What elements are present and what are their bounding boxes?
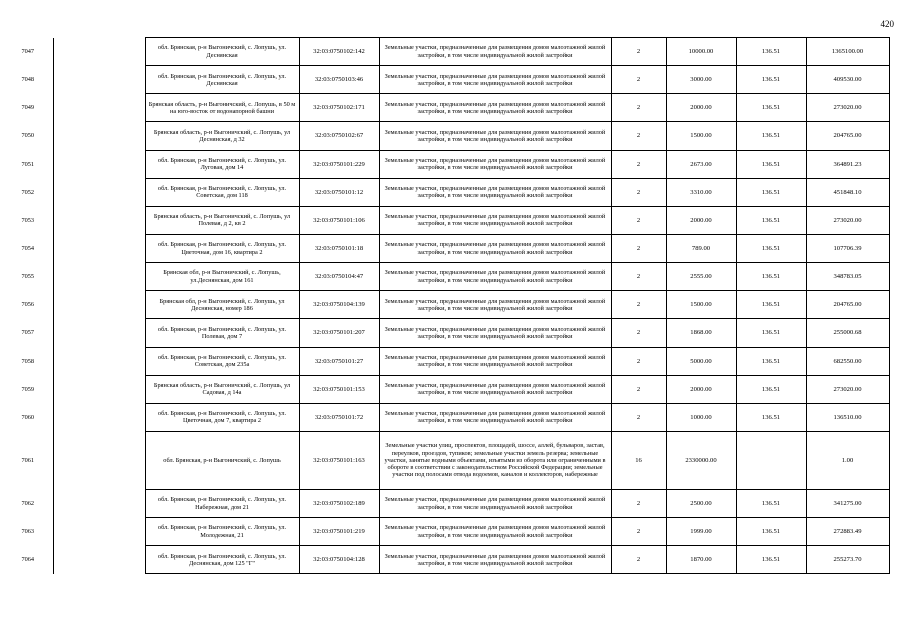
address-cell: Брянская область, р-н Выгоничский, с. Лопушь, ул Садовая, д 14а	[145, 375, 299, 403]
blank-cell	[53, 319, 145, 347]
specific-value-cell: 136.51	[736, 178, 806, 206]
table-row	[3, 546, 889, 574]
address-cell: обл. Брянская, р-н Выгоничский, с. Лопушь, ул. Луговая, дом 14	[145, 150, 299, 178]
address-cell: Брянская область, р-н Выгоничский, с. Лопушь, ул Деснянская, д 32	[145, 122, 299, 150]
cadastral-number-cell: 32:03:0750101:207	[299, 319, 379, 347]
row-number-cell: 7060	[3, 403, 53, 431]
table-row	[3, 263, 889, 291]
cadastral-number-cell: 32:03:0750102:142	[299, 38, 379, 66]
land-use-cell: Земельные участки, предназначенные для размещения домов малоэтажной жилой застройки, в том числе индивидуальной жилой застройки	[379, 546, 611, 574]
area-cell: 1000.00	[666, 403, 736, 431]
specific-value-cell: 136.51	[736, 347, 806, 375]
blank-cell	[53, 347, 145, 375]
group-cell: 2	[611, 38, 666, 66]
land-use-cell: Земельные участки, предназначенные для размещения домов малоэтажной жилой застройки, в том числе индивидуальной жилой застройки	[379, 38, 611, 66]
group-cell: 2	[611, 66, 666, 94]
cadastral-number-cell: 32:03:0750101:12	[299, 178, 379, 206]
group-cell: 2	[611, 291, 666, 319]
blank-cell	[53, 122, 145, 150]
group-cell: 2	[611, 546, 666, 574]
table-row	[3, 403, 889, 431]
group-cell: 2	[611, 234, 666, 262]
land-use-cell: Земельные участки, предназначенные для размещения домов малоэтажной жилой застройки, в том числе индивидуальной жилой застройки	[379, 206, 611, 234]
table-row	[3, 518, 889, 546]
table-row	[3, 431, 889, 489]
address-cell: обл. Брянская, р-н Выгоничский, с. Лопушь, ул. Молодежная, 21	[145, 518, 299, 546]
blank-cell	[53, 546, 145, 574]
address-cell: обл. Брянская, р-н Выгоничский, с. Лопушь, ул. Советская, дом 235а	[145, 347, 299, 375]
cadastral-value-cell: 348783.05	[806, 263, 889, 291]
group-cell: 2	[611, 489, 666, 517]
blank-cell	[53, 206, 145, 234]
address-cell: обл. Брянская, р-н Выгоничский, с. Лопушь, ул. Деснянская, дом 125 "Г"	[145, 546, 299, 574]
cadastral-number-cell: 32:03:0750104:47	[299, 263, 379, 291]
cadastral-number-cell: 32:03:0750101:27	[299, 347, 379, 375]
cadastral-number-cell: 32:03:0750103:46	[299, 66, 379, 94]
cadastral-number-cell: 32:03:0750102:171	[299, 94, 379, 122]
row-number-cell: 7055	[3, 263, 53, 291]
table-row	[3, 489, 889, 517]
cadastral-number-cell: 32:03:0750101:153	[299, 375, 379, 403]
cadastral-value-cell: 136510.00	[806, 403, 889, 431]
table-row	[3, 94, 889, 122]
land-use-cell: Земельные участки, предназначенные для размещения домов малоэтажной жилой застройки, в том числе индивидуальной жилой застройки	[379, 94, 611, 122]
table-row	[3, 375, 889, 403]
address-cell: обл. Брянская, р-н Выгоничский, с. Лопушь, ул. Набережная, дом 21	[145, 489, 299, 517]
land-use-cell: Земельные участки, предназначенные для размещения домов малоэтажной жилой застройки, в том числе индивидуальной жилой застройки	[379, 66, 611, 94]
group-cell: 2	[611, 347, 666, 375]
area-cell: 10000.00	[666, 38, 736, 66]
row-number-cell: 7048	[3, 66, 53, 94]
land-use-cell: Земельные участки, предназначенные для размещения домов малоэтажной жилой застройки, в том числе индивидуальной жилой застройки	[379, 122, 611, 150]
table-row	[3, 66, 889, 94]
group-cell: 2	[611, 263, 666, 291]
table-row	[3, 206, 889, 234]
area-cell: 2673.00	[666, 150, 736, 178]
specific-value-cell: 136.51	[736, 234, 806, 262]
specific-value-cell: 136.51	[736, 403, 806, 431]
row-number-cell: 7064	[3, 546, 53, 574]
land-use-cell: Земельные участки, предназначенные для размещения домов малоэтажной жилой застройки, в том числе индивидуальной жилой застройки	[379, 375, 611, 403]
land-use-cell: Земельные участки, предназначенные для размещения домов малоэтажной жилой застройки, в том числе индивидуальной жилой застройки	[379, 150, 611, 178]
cadastral-value-cell: 451848.10	[806, 178, 889, 206]
table-row	[3, 347, 889, 375]
cadastral-number-cell: 32:03:0750102:67	[299, 122, 379, 150]
row-number-cell: 7052	[3, 178, 53, 206]
table-row	[3, 319, 889, 347]
area-cell: 2000.00	[666, 94, 736, 122]
land-use-cell: Земельные участки улиц, проспектов, площадей, шоссе, аллей, бульваров, застав, переулков, проездов, тупиков; земельные участки земель резерва; земельные участки, занятые водными объектами, изъятыми из оборота или ограниченными в обороте в соответствии с законодательством Российской Федерации; земельные участки под полосами отвода водоемов, каналов и коллекторов, набережные	[379, 431, 611, 489]
row-number-cell: 7061	[3, 431, 53, 489]
cadastral-number-cell: 32:03:0750101:163	[299, 431, 379, 489]
cadastral-value-cell: 273020.00	[806, 375, 889, 403]
blank-cell	[53, 178, 145, 206]
row-number-cell: 7059	[3, 375, 53, 403]
row-number-cell: 7058	[3, 347, 53, 375]
area-cell: 1999.00	[666, 518, 736, 546]
specific-value-cell: 136.51	[736, 546, 806, 574]
blank-cell	[53, 489, 145, 517]
group-cell: 2	[611, 94, 666, 122]
group-cell: 2	[611, 403, 666, 431]
land-use-cell: Земельные участки, предназначенные для размещения домов малоэтажной жилой застройки, в том числе индивидуальной жилой застройки	[379, 178, 611, 206]
table-row	[3, 122, 889, 150]
address-cell: Брянская обл, р-н Выгоничский, с. Лопушь, ул Деснянская, номер 186	[145, 291, 299, 319]
specific-value-cell: 136.51	[736, 94, 806, 122]
cadastral-value-cell: 255000.68	[806, 319, 889, 347]
address-cell: обл. Брянская, р-н Выгоничский, с. Лопушь, ул. Советская, дом 118	[145, 178, 299, 206]
cadastral-value-cell: 364891.23	[806, 150, 889, 178]
address-cell: обл. Брянская, р-н Выгоничский, с. Лопушь	[145, 431, 299, 489]
area-cell: 3000.00	[666, 66, 736, 94]
area-cell: 2000.00	[666, 375, 736, 403]
group-cell: 2	[611, 319, 666, 347]
table-row	[3, 234, 889, 262]
row-number-cell: 7051	[3, 150, 53, 178]
cadastral-value-cell: 204765.00	[806, 291, 889, 319]
row-number-cell: 7053	[3, 206, 53, 234]
area-cell: 2330000.00	[666, 431, 736, 489]
area-cell: 1500.00	[666, 291, 736, 319]
specific-value-cell: 136.51	[736, 206, 806, 234]
area-cell: 2555.00	[666, 263, 736, 291]
blank-cell	[53, 518, 145, 546]
table-row	[3, 150, 889, 178]
cadastral-value-cell: 255273.70	[806, 546, 889, 574]
specific-value-cell: 136.51	[736, 375, 806, 403]
blank-cell	[53, 66, 145, 94]
address-cell: обл. Брянская, р-н Выгоничский, с. Лопушь, ул. Деснянская	[145, 66, 299, 94]
specific-value-cell: 136.51	[736, 66, 806, 94]
address-cell: Брянская область, р-н Выгоничский, с. Лопушь, в 50 м на юго-восток от водонапорной башни	[145, 94, 299, 122]
cadastral-number-cell: 32:03:0750104:128	[299, 546, 379, 574]
blank-cell	[53, 375, 145, 403]
cadastral-value-table	[3, 37, 890, 574]
area-cell: 1870.00	[666, 546, 736, 574]
table-body	[3, 38, 889, 574]
area-cell: 3310.00	[666, 178, 736, 206]
address-cell: обл. Брянская, р-н Выгоничский, с. Лопушь, ул. Цветочная, дом 16, квартира 2	[145, 234, 299, 262]
specific-value-cell: 136.51	[736, 150, 806, 178]
cadastral-value-cell: 273020.00	[806, 94, 889, 122]
cadastral-number-cell: 32:03:0750101:229	[299, 150, 379, 178]
blank-cell	[53, 403, 145, 431]
group-cell: 2	[611, 178, 666, 206]
group-cell: 16	[611, 431, 666, 489]
address-cell: обл. Брянская, р-н Выгоничский, с. Лопушь, ул. Цветочная, дом 7, квартира 2	[145, 403, 299, 431]
cadastral-value-cell: 1.00	[806, 431, 889, 489]
table-row	[3, 38, 889, 66]
land-use-cell: Земельные участки, предназначенные для размещения домов малоэтажной жилой застройки, в том числе индивидуальной жилой застройки	[379, 234, 611, 262]
row-number-cell: 7062	[3, 489, 53, 517]
row-number-cell: 7054	[3, 234, 53, 262]
group-cell: 2	[611, 375, 666, 403]
address-cell: обл. Брянская, р-н Выгоничский, с. Лопушь, ул. Полевая, дом 7	[145, 319, 299, 347]
row-number-cell: 7047	[3, 38, 53, 66]
cadastral-value-cell: 409530.00	[806, 66, 889, 94]
specific-value-cell: 136.51	[736, 518, 806, 546]
address-cell: Брянская обл, р-н Выгоничский, с. Лопушь, ул.Деснянская, дом 161	[145, 263, 299, 291]
cadastral-number-cell: 32:03:0750101:18	[299, 234, 379, 262]
area-cell: 1500.00	[666, 122, 736, 150]
land-use-cell: Земельные участки, предназначенные для размещения домов малоэтажной жилой застройки, в том числе индивидуальной жилой застройки	[379, 263, 611, 291]
specific-value-cell: 136.51	[736, 263, 806, 291]
cadastral-value-cell: 107706.39	[806, 234, 889, 262]
land-use-cell: Земельные участки, предназначенные для размещения домов малоэтажной жилой застройки, в том числе индивидуальной жилой застройки	[379, 319, 611, 347]
row-number-cell: 7050	[3, 122, 53, 150]
row-number-cell: 7057	[3, 319, 53, 347]
blank-cell	[53, 38, 145, 66]
area-cell: 789.00	[666, 234, 736, 262]
land-use-cell: Земельные участки, предназначенные для размещения домов малоэтажной жилой застройки, в том числе индивидуальной жилой застройки	[379, 489, 611, 517]
area-cell: 5000.00	[666, 347, 736, 375]
blank-cell	[53, 94, 145, 122]
blank-cell	[53, 234, 145, 262]
land-use-cell: Земельные участки, предназначенные для размещения домов малоэтажной жилой застройки, в том числе индивидуальной жилой застройки	[379, 347, 611, 375]
specific-value-cell: 136.51	[736, 291, 806, 319]
address-cell: обл. Брянская, р-н Выгоничский, с. Лопушь, ул. Деснянская	[145, 38, 299, 66]
blank-cell	[53, 431, 145, 489]
group-cell: 2	[611, 518, 666, 546]
cadastral-value-cell: 1365100.00	[806, 38, 889, 66]
cadastral-number-cell: 32:03:0750101:72	[299, 403, 379, 431]
area-cell: 1868.00	[666, 319, 736, 347]
area-cell: 2000.00	[666, 206, 736, 234]
specific-value-cell: 136.51	[736, 122, 806, 150]
group-cell: 2	[611, 122, 666, 150]
cadastral-value-cell: 273020.00	[806, 206, 889, 234]
cadastral-number-cell: 32:03:0750102:189	[299, 489, 379, 517]
blank-cell	[53, 263, 145, 291]
page-number: 420	[880, 19, 894, 29]
cadastral-value-cell: 204765.00	[806, 122, 889, 150]
area-cell: 2500.00	[666, 489, 736, 517]
cadastral-value-cell: 682550.00	[806, 347, 889, 375]
row-number-cell: 7063	[3, 518, 53, 546]
group-cell: 2	[611, 150, 666, 178]
row-number-cell: 7056	[3, 291, 53, 319]
specific-value-cell: 136.51	[736, 38, 806, 66]
land-use-cell: Земельные участки, предназначенные для размещения домов малоэтажной жилой застройки, в том числе индивидуальной жилой застройки	[379, 291, 611, 319]
specific-value-cell: 136.51	[736, 319, 806, 347]
blank-cell	[53, 150, 145, 178]
land-use-cell: Земельные участки, предназначенные для размещения домов малоэтажной жилой застройки, в том числе индивидуальной жилой застройки	[379, 403, 611, 431]
cadastral-value-cell: 272883.49	[806, 518, 889, 546]
cadastral-number-cell: 32:03:0750101:219	[299, 518, 379, 546]
specific-value-cell: 136.51	[736, 489, 806, 517]
table-row	[3, 291, 889, 319]
row-number-cell: 7049	[3, 94, 53, 122]
address-cell: Брянская область, р-н Выгоничский, с. Лопушь, ул Полевая, д 2, кв 2	[145, 206, 299, 234]
group-cell: 2	[611, 206, 666, 234]
land-use-cell: Земельные участки, предназначенные для размещения домов малоэтажной жилой застройки, в том числе индивидуальной жилой застройки	[379, 518, 611, 546]
cadastral-number-cell: 32:03:0750104:139	[299, 291, 379, 319]
blank-cell	[53, 291, 145, 319]
cadastral-number-cell: 32:03:0750101:106	[299, 206, 379, 234]
table-row	[3, 178, 889, 206]
specific-value-cell	[736, 431, 806, 489]
cadastral-value-cell: 341275.00	[806, 489, 889, 517]
